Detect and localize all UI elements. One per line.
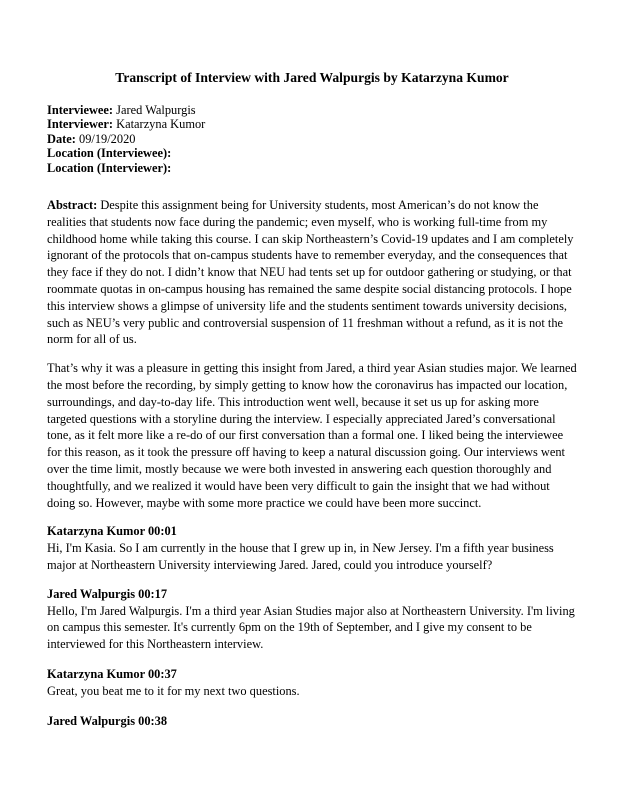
abstract-paragraph: [47, 197, 577, 348]
speaker-name: Katarzyna Kumor: [47, 524, 145, 539]
metadata-label: Interviewer:: [47, 117, 114, 132]
metadata-label: Location (Interviewee):: [47, 146, 172, 161]
document-title: Transcript of Interview with Jared Walpurgis by Katarzyna Kumor: [115, 70, 509, 85]
metadata-row-location-interviewee: [47, 146, 577, 160]
abstract-text: Despite this assignment being for University students, most American’s do not know the realities that students now face during the pandemic; even myself, who is working full-time from my childhood home while taking this course. I can skip Northeastern’s Covid-19 updates and I am completely ignorant of the protocols that on-campus students have to remember everyday, and the consequences that they face if they do not. I didn’t know that NEU had tents set up for outdoor gathering or studying, or that roommate quotas in on-campus housing has remained the same despite social distancing protocols. I hope this interview shows a glimpse of university life and the students sentiment towards university decisions, such as NEU’s very public and controversial suspension of 11 freshman without a refund, as it is not the norm for all of us.: [47, 198, 574, 347]
transcript-section: [47, 666, 577, 700]
abstract-label: Abstract:: [47, 198, 98, 213]
metadata-label: Interviewee:: [47, 103, 114, 117]
document-content: [47, 69, 577, 729]
metadata-label: Location (Interviewer):: [47, 160, 172, 175]
introduction-paragraph: That’s why it was a pleasure in getting this insight from Jared, a third year Asian studies major. We learned the most before the recording, by simply getting to know how the coronavirus has impacted our location, surroundings, and day-to-day life. This introduction went well, because it set us up for asking more targeted questions with a storyline during the interview. I especially appreciated Jared’s conversational tone, as it felt more like a re-do of our first conversation than a formal one. I liked being the interviewee for this reason, as it took the pressure off having to keep a natural discussion going. Our interviews went over the time limit, mostly because we were both invested in answering each question thoroughly and thoughtfully, and we realized it would have been very difficult to gain the insight that we had without doing so. However, maybe with some more practice we could have been more succinct.: [47, 361, 577, 510]
metadata-block: [47, 103, 577, 175]
speaker-heading: [47, 523, 577, 540]
metadata-label: Date:: [47, 131, 76, 146]
speaker-heading: [47, 586, 577, 603]
timestamp: 00:37: [147, 666, 177, 681]
metadata-value: 09/19/2020: [79, 131, 136, 146]
metadata-value: Katarzyna Kumor: [116, 117, 206, 132]
speaker-name: Katarzyna Kumor: [47, 666, 145, 681]
transcript-section: [47, 523, 577, 573]
transcript-section: [47, 713, 577, 730]
metadata-row-date: [47, 132, 577, 146]
speaker-heading: [47, 713, 577, 730]
timestamp: 00:01: [147, 524, 177, 539]
metadata-row-interviewee: [47, 103, 577, 117]
speaker-name: Jared Walpurgis: [47, 586, 136, 601]
speaker-heading: [47, 666, 577, 683]
timestamp: 00:38: [138, 713, 168, 728]
utterance-text: Great, you beat me to it for my next two questions.: [47, 683, 300, 698]
metadata-row-location-interviewer: [47, 161, 577, 175]
utterance-text: Hello, I'm Jared Walpurgis. I'm a third year Asian Studies major also at Northeastern University. I'm living on campus this semester. It's currently 6pm on the 19th of September, and I give my consent to be interviewed for this Northeastern interview.: [47, 603, 575, 652]
timestamp: 00:17: [138, 586, 168, 601]
speaker-name: Jared Walpurgis: [47, 713, 136, 728]
utterance-text: Hi, I'm Kasia. So I am currently in the house that I grew up in, in New Jersey. I'm a fifth year business major at Northeastern University interviewing Jared. Jared, could you introduce yourself?: [47, 541, 554, 572]
transcript-section: [47, 586, 577, 653]
metadata-value: Jared Walpurgis: [116, 103, 196, 117]
metadata-row-interviewer: [47, 117, 577, 131]
